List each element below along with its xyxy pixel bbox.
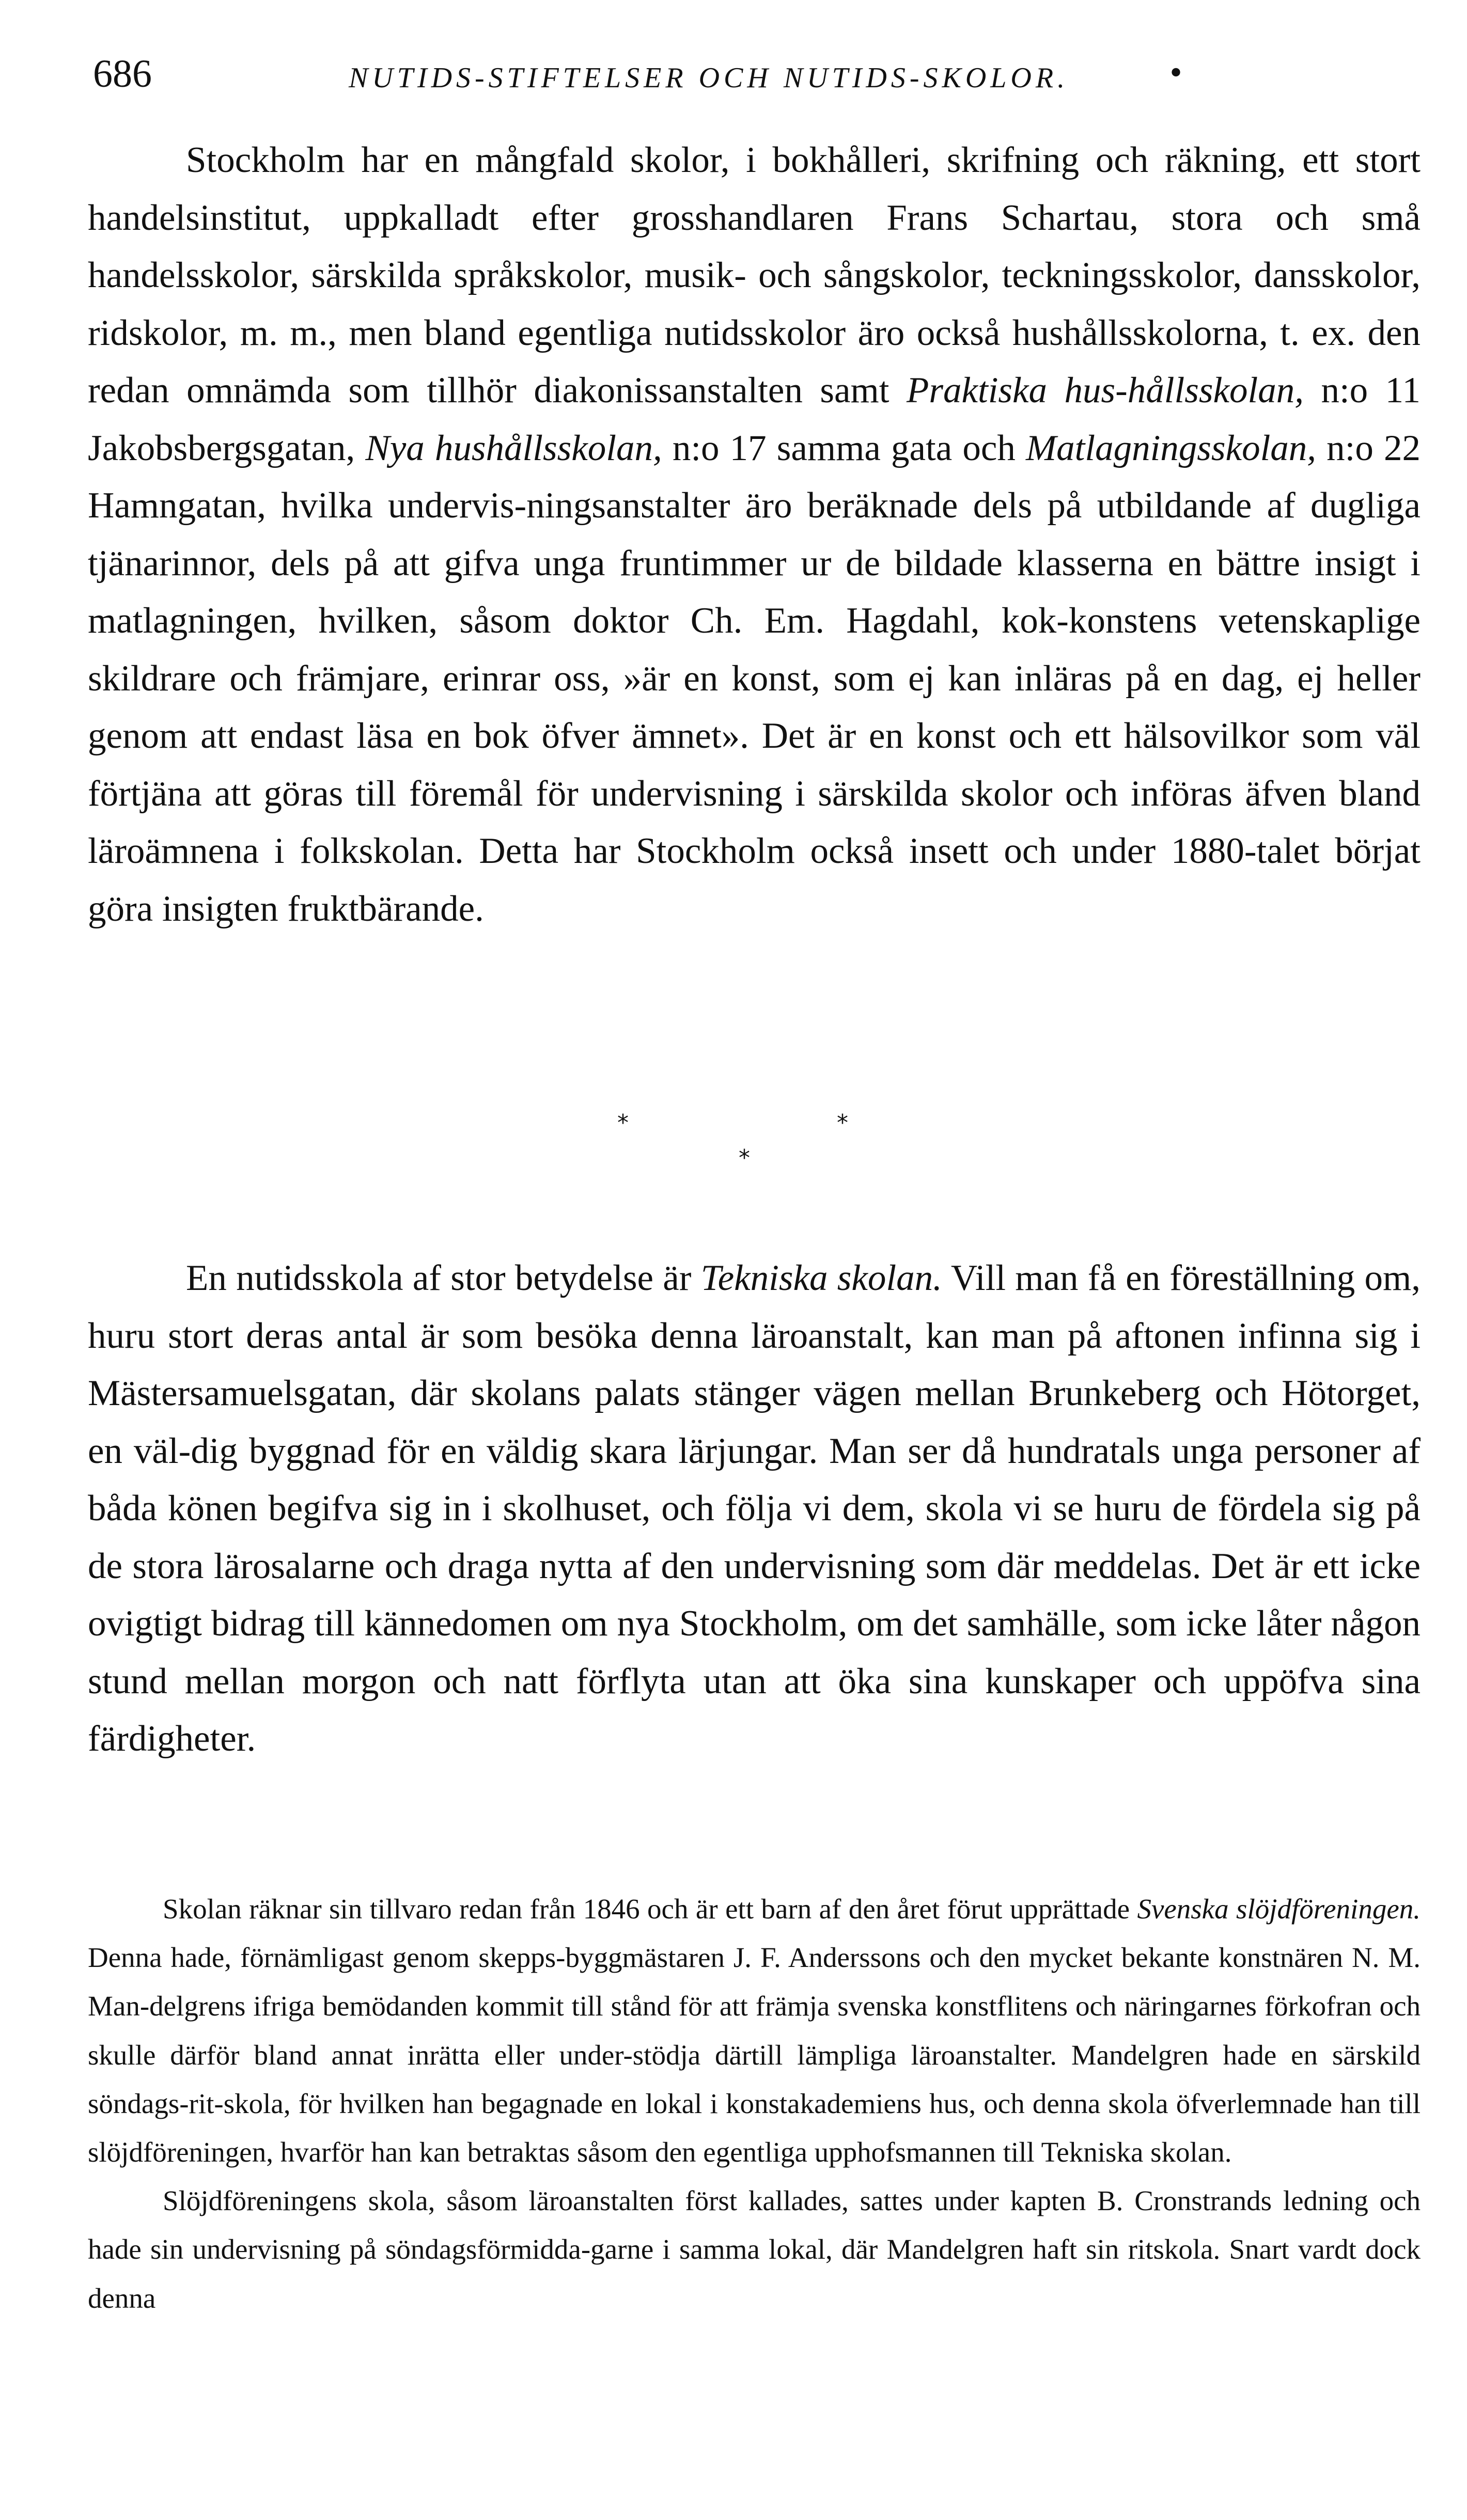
text-run: n:o 22 Hamngatan, hvilka undervis-ningsanstalter äro beräknade dels på utbildande af dugliga tjänarinnor, dels på att gifva unga fruntimmer ur de bildade klasserna en bättre insigt i matlagningen, hvilken, såsom doktor Ch. Em. Hagdahl, kok-konstens vetenskaplige skildrare och främjare, erinrar oss, »är en konst, som ej kan inläras på en dag, ej heller genom att endast läsa en bok öfver ämnet». Det är en konst och ett hälsovilkor som väl förtjäna att göras till föremål för undervisning i särskilda skolor och införas äfven bland läroämnena i folkskolan. Detta har Stockholm också insett och under 1880-talet börjat göra insigten fruktbärande. (88, 428, 1421, 929)
text-run: Denna hade, förnämligast genom skepps-byggmästaren J. F. Anderssons och den mycket bekante konstnären N. M. Man-delgrens ifriga bemödanden kommit till stånd för att främja svenska konstflitens och näringarnes förkofran och skulle därför bland annat inrätta eller under-stödja därtill lämpliga läroanstalter. Mandelgren hade en särskild söndags-rit-skola, för hvilken han begagnade en lokal i konstakademiens hus, och denna skola öfverlemnade han till slöjdföreningen, hvarför han kan betraktas såsom den egentliga upphofsmannen till Tekniska skolan. (88, 1942, 1421, 2168)
paragraph-text (88, 132, 1421, 938)
running-head: NUTIDS-STIFTELSER OCH NUTIDS-SKOLOR. (349, 62, 1069, 94)
paragraph-text (88, 1250, 1421, 1768)
italic-school-name: Nya hushållsskolan, (365, 428, 662, 468)
text-run: n:o 17 samma gata och (662, 428, 1026, 468)
italic-organization-name: Svenska slöjdföreningen. (1137, 1893, 1421, 1925)
asterisk-center: * (739, 1145, 750, 1171)
italic-school-name: Tekniska skolan. (700, 1258, 942, 1298)
italic-school-name: Matlagningsskolan, (1025, 428, 1317, 468)
small-print-section (88, 1885, 1421, 2323)
page-header (93, 45, 1415, 102)
text-run: n:o 11 Jakobsbergsgatan, (88, 370, 1421, 468)
small-paragraph-continuation (88, 2177, 1421, 2323)
italic-school-name: Praktiska hus-hållsskolan, (906, 370, 1304, 411)
paragraph-stockholm-schools (88, 132, 1421, 938)
text-run: Stockholm har en mångfald skolor, i bokhålleri, skrifning och räkning, ett stort handelsinstitut, uppkalladt efter grosshandlaren Frans Schartau, stora och små handelsskolor, särskilda språkskolor, musik- och sångskolor, teckningsskolor, dansskolor, ridskolor, m. m., men bland egentliga nutidsskolor äro också hushållsskolorna, t. ex. den redan omnämda som tillhör diakonissanstalten samt (88, 140, 1421, 411)
header-mark: • (1167, 57, 1185, 90)
text-run: Skolan räknar sin tillvaro redan från 1846 och är ett barn af den året förut upprättade (163, 1893, 1137, 1925)
page-number: 686 (93, 52, 152, 96)
text-run: Slöjdföreningens skola, såsom läroanstalten först kallades, sattes under kapten B. Cronstrands ledning och hade sin undervisning på söndagsförmidda-garne i samma lokal, där Mandelgren haft sin ritskola. Snart vardt dock denna (88, 2185, 1421, 2314)
asterisk-right: * (837, 1110, 848, 1136)
small-paragraph-history (88, 1885, 1421, 2177)
section-asterism (568, 1108, 904, 1190)
text-run: Vill man få en föreställning om, huru stort deras antal är som besöka denna läroanstalt, kan man på aftonen infinna sig i Mästersamuelsgatan, där skolans palats stänger vägen mellan Brunkeberg och Hötorget, en väl-dig byggnad för en väldig skara lärjungar. Man ser då hundratals unga personer af båda könen begifva sig in i skolhuset, och följa vi dem, skola vi se huru de fördela sig på de stora lärosalarne och draga nytta af den undervisning som där meddelas. Det är ett icke ovigtigt bidrag till kännedomen om nya Stockholm, om det samhälle, som icke låter någon stund mellan morgon och natt förflyta utan att öka sina kunskaper och uppöfva sina färdigheter. (88, 1258, 1421, 1759)
asterisk-left: * (617, 1110, 629, 1136)
text-run: En nutidsskola af stor betydelse är (186, 1258, 701, 1298)
paragraph-technical-school (88, 1250, 1421, 1768)
